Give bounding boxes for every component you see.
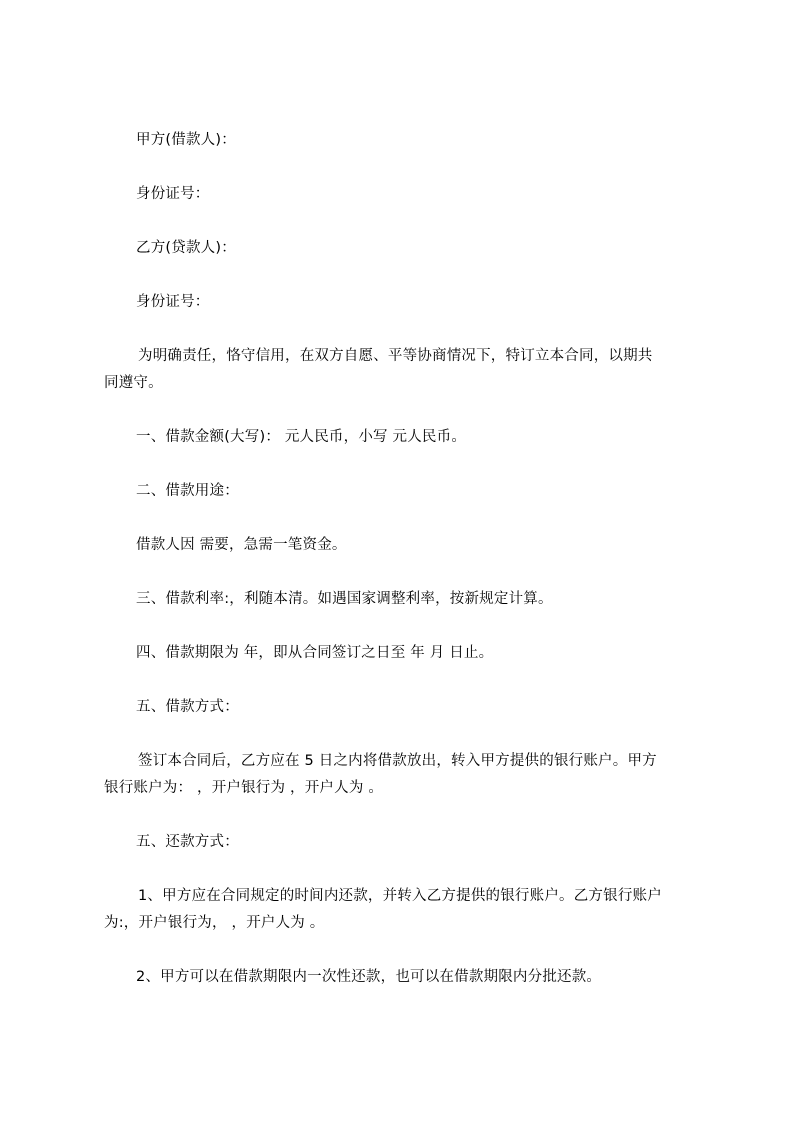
party-b-id-label: 身份证号： (136, 294, 210, 310)
clause-4-term: 四、借款期限为 年，即从合同签订之日至 年 月 日止。 (136, 645, 494, 661)
party-a-label: 甲方(借款人)： (136, 132, 236, 148)
clause-5-body-line-2: 银行账户为： ，开户银行为 ，开户人为 。 (104, 780, 384, 796)
clause-2-heading: 二、借款用途： (136, 483, 239, 499)
clause-1-loan-amount: 一、借款金额(大写)： 元人民币，小写 元人民币。 (136, 429, 467, 445)
clause-6-heading: 五、还款方式： (136, 834, 239, 850)
clause-5-heading: 五、借款方式： (136, 699, 239, 715)
preamble-line-1: 为明确责任，恪守信用，在双方自愿、平等协商情况下，特订立本合同，以期共 (138, 348, 653, 364)
clause-2-body: 借款人因 需要，急需一笔资金。 (136, 537, 347, 553)
clause-6-item-2: 2、甲方可以在借款期限内一次性还款，也可以在借款期限内分批还款。 (136, 969, 602, 985)
party-b-label: 乙方(贷款人)： (136, 240, 236, 256)
party-a-id-label: 身份证号： (136, 186, 210, 202)
preamble-line-2: 同遵守。 (104, 375, 163, 391)
clause-3-interest: 三、借款利率:，利随本清。如遇国家调整利率，按新规定计算。 (136, 591, 553, 607)
clause-5-body-line-1: 签订本合同后，乙方应在 5 日之内将借款放出，转入甲方提供的银行账户。甲方 (138, 753, 657, 769)
clause-6-item-1-line-1: 1、甲方应在合同规定的时间内还款，并转入乙方提供的银行账户。乙方银行账户 (138, 888, 662, 904)
clause-6-item-1-line-2: 为:，开户银行为， ，开户人为 。 (104, 915, 325, 931)
